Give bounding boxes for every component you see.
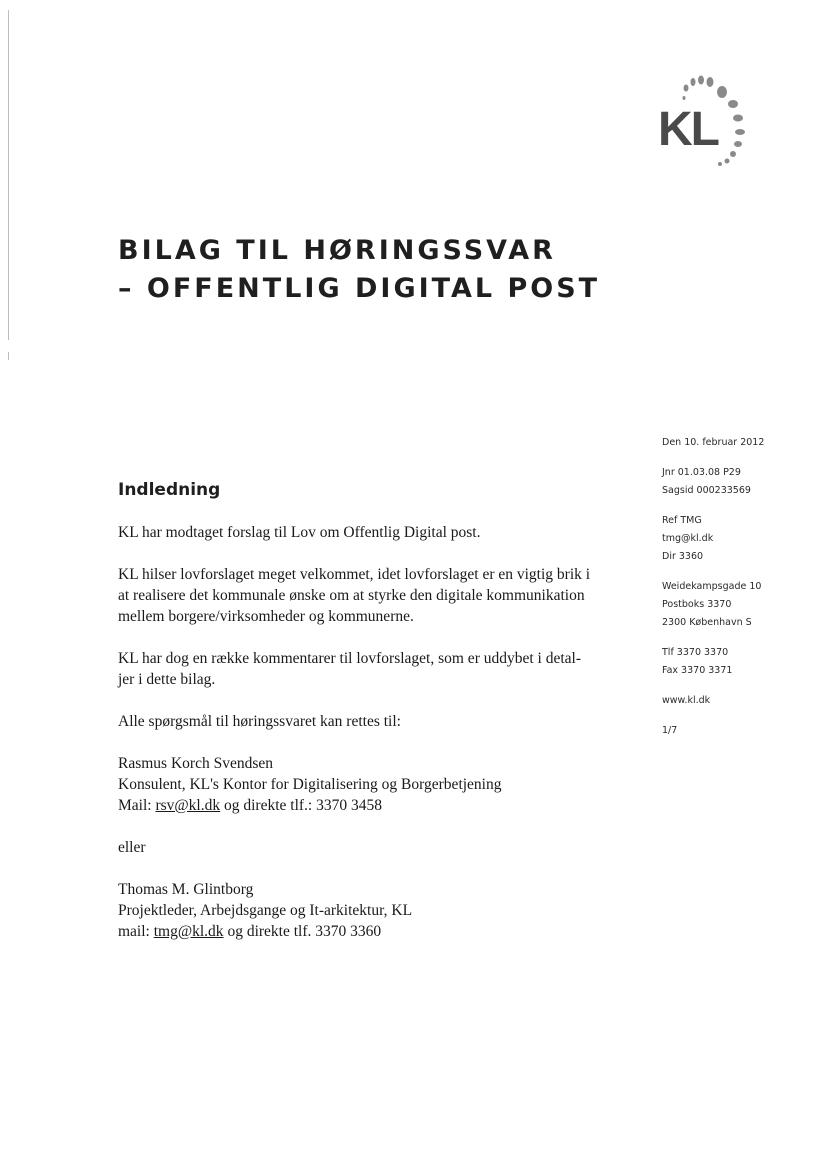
address-group bbox=[662, 578, 822, 632]
street: Weidekampsgade 10 bbox=[662, 581, 762, 592]
postbox: Postboks 3370 bbox=[662, 599, 732, 610]
title-line-1: BILAG TIL HØRINGSSVAR bbox=[118, 235, 556, 266]
document-date: Den 10. februar 2012 bbox=[662, 437, 765, 448]
paragraph-2-line: mellem borgere/virksomheder og kommunerne. bbox=[118, 608, 414, 625]
paragraph-3-line: jer i dette bilag. bbox=[118, 671, 216, 688]
contact-2-mail-prefix: mail: bbox=[118, 923, 154, 940]
web-group bbox=[662, 692, 822, 710]
direct-line: Dir 3360 bbox=[662, 551, 704, 562]
or-text: eller bbox=[118, 839, 146, 856]
website: www.kl.dk bbox=[662, 695, 711, 706]
contact-1-mail-line bbox=[118, 795, 633, 816]
contact-2-email-link[interactable]: tmg@kl.dk bbox=[153, 923, 224, 940]
body-text bbox=[118, 522, 633, 963]
paragraph-2-line: KL hilser lovforslaget meget velkommet, idet lovforslaget er en vigtig brik i bbox=[118, 566, 591, 583]
phone-group bbox=[662, 644, 822, 680]
contact-1-role: Konsulent, KL's Kontor for Digitalisering og Borgerbetjening bbox=[118, 776, 502, 793]
contact-1 bbox=[118, 753, 633, 816]
reference-group bbox=[662, 512, 822, 566]
contact-2 bbox=[118, 879, 633, 942]
paragraph-4: Alle spørgsmål til høringssvaret kan rettes til: bbox=[118, 713, 401, 730]
paragraph-2-line: at realisere det kommunale ønske om at styrke den digitale kommunikation bbox=[118, 587, 585, 604]
contact-1-name: Rasmus Korch Svendsen bbox=[118, 755, 273, 772]
paragraph-3 bbox=[118, 648, 633, 690]
contact-2-name: Thomas M. Glintborg bbox=[118, 881, 254, 898]
section-heading: Indledning bbox=[118, 480, 221, 500]
contact-1-mail-prefix: Mail: bbox=[118, 797, 156, 814]
fax: Fax 3370 3371 bbox=[662, 665, 733, 676]
case-group bbox=[662, 464, 822, 500]
title-line-2: – OFFENTLIG DIGITAL POST bbox=[118, 273, 601, 304]
document-title bbox=[118, 232, 600, 308]
contact-1-email-link[interactable]: rsv@kl.dk bbox=[155, 797, 221, 814]
page-group bbox=[662, 722, 822, 740]
journal-number: Jnr 01.03.08 P29 bbox=[662, 467, 741, 478]
case-id: Sagsid 000233569 bbox=[662, 485, 751, 496]
paragraph-1: KL har modtaget forslag til Lov om Offentlig Digital post. bbox=[118, 524, 481, 541]
contact-1-mail-suffix: og direkte tlf.: 3370 3458 bbox=[220, 797, 382, 814]
date-group bbox=[662, 434, 822, 452]
margin-tick bbox=[8, 352, 9, 360]
paragraph-2 bbox=[118, 564, 633, 627]
reference: Ref TMG bbox=[662, 515, 702, 526]
city: 2300 København S bbox=[662, 617, 752, 628]
page-number: 1/7 bbox=[662, 725, 678, 736]
kl-logo bbox=[652, 72, 762, 172]
contact-2-mail-line bbox=[118, 921, 633, 942]
margin-rule bbox=[8, 10, 9, 340]
contact-2-role: Projektleder, Arbejdsgange og It-arkitektur, KL bbox=[118, 902, 413, 919]
contact-2-mail-suffix: og direkte tlf. 3370 3360 bbox=[223, 923, 382, 940]
phone: Tlf 3370 3370 bbox=[662, 647, 729, 658]
logo-text: KL bbox=[658, 103, 718, 156]
sender-info bbox=[662, 434, 822, 752]
reference-email: tmg@kl.dk bbox=[662, 533, 714, 544]
paragraph-3-line: KL har dog en række kommentarer til lovforslaget, som er uddybet i detal- bbox=[118, 650, 582, 667]
